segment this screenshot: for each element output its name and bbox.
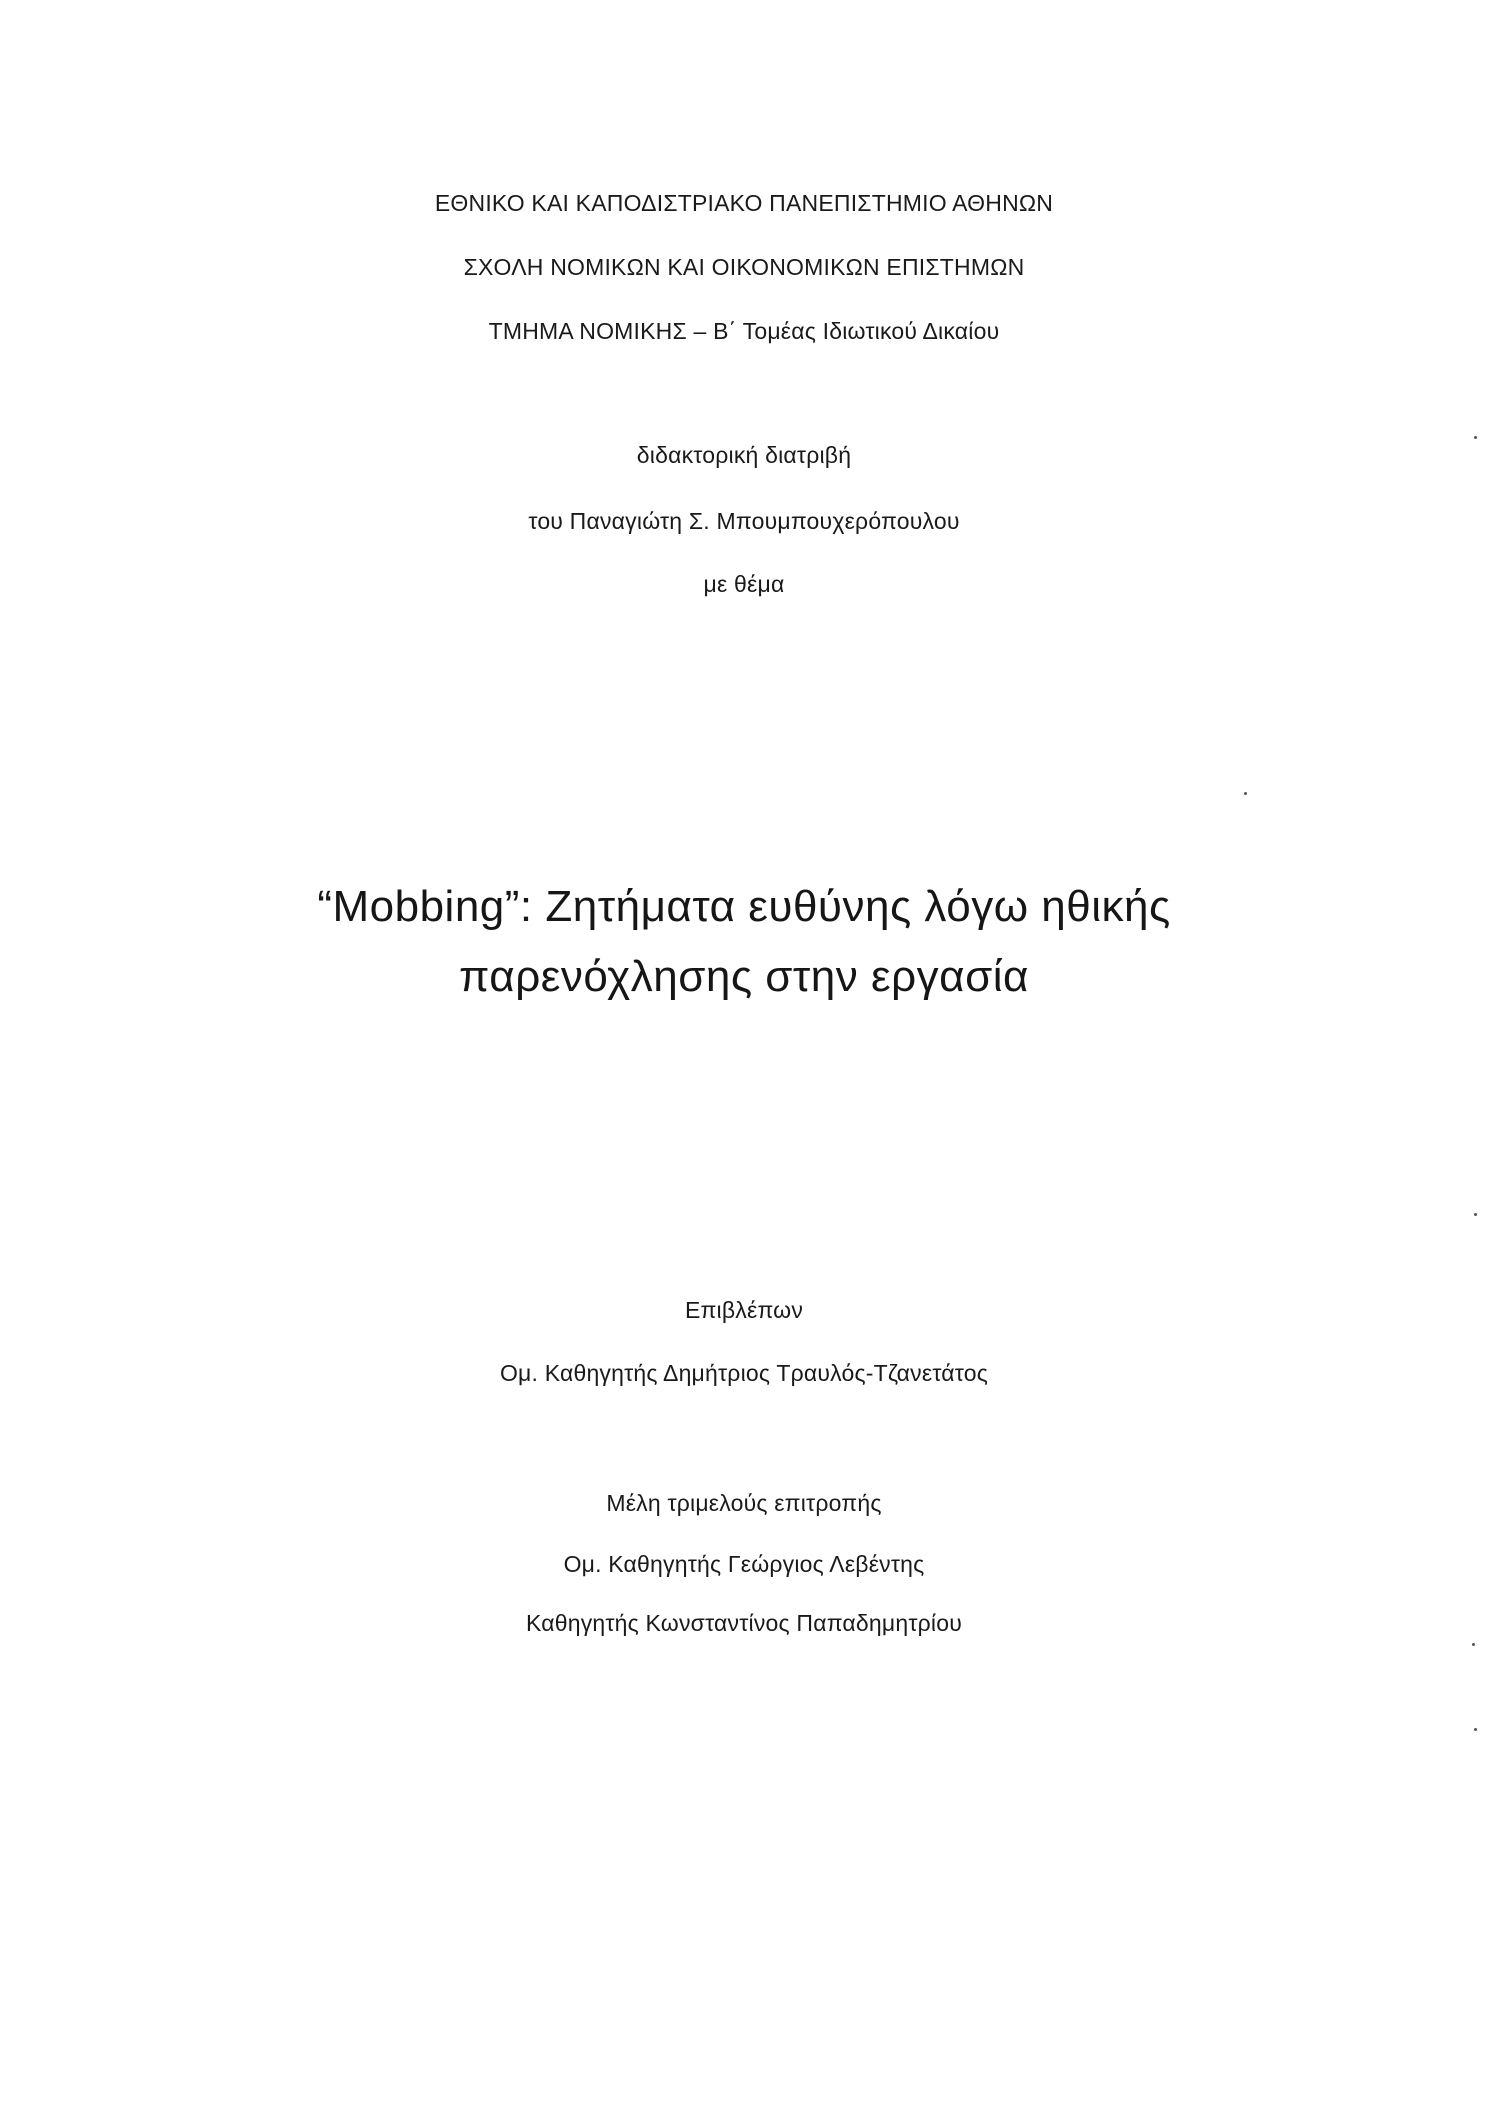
school-name: ΣΧΟΛΗ ΝΟΜΙΚΩΝ ΚΑΙ ΟΙΚΟΝΟΜΙΚΩΝ ΕΠΙΣΤΗΜΩΝ <box>463 254 1025 280</box>
department-name: ΤΜΗΜΑ ΝΟΜΙΚΗΣ – Β΄ Τομέας Ιδιωτικού Δικαίου <box>488 318 1000 344</box>
scan-speck <box>1474 1213 1477 1216</box>
scan-speck <box>1244 792 1247 795</box>
supervisor-label: Επιβλέπων <box>684 1297 804 1323</box>
thesis-title-line-2: παρενόχλησης στην εργασία <box>459 952 1029 1001</box>
committee-member: Ομ. Καθηγητής Γεώργιος Λεβέντης <box>563 1551 925 1577</box>
thesis-type: διδακτορική διατριβή <box>636 442 852 468</box>
scan-speck <box>1472 1643 1475 1646</box>
committee-member: Καθηγητής Κωνσταντίνος Παπαδημητρίου <box>525 1610 963 1636</box>
subject-intro: με θέμα <box>703 571 785 597</box>
thesis-author: του Παναγιώτη Σ. Μπουμπουχερόπουλου <box>528 508 960 534</box>
university-name: ΕΘΝΙΚΟ ΚΑΙ ΚΑΠΟΔΙΣΤΡΙΑΚΟ ΠΑΝΕΠΙΣΤΗΜΙΟ ΑΘΗΝΩΝ <box>434 190 1054 216</box>
scan-speck <box>1474 436 1477 439</box>
supervisor-name: Ομ. Καθηγητής Δημήτριος Τραυλός-Τζανετάτος <box>499 1360 989 1386</box>
scan-speck <box>1474 1728 1477 1731</box>
committee-label: Μέλη τριμελούς επιτροπής <box>606 1490 882 1516</box>
thesis-title-line-1: “Mobbing”: Ζητήματα ευθύνης λόγω ηθικής <box>317 882 1171 931</box>
